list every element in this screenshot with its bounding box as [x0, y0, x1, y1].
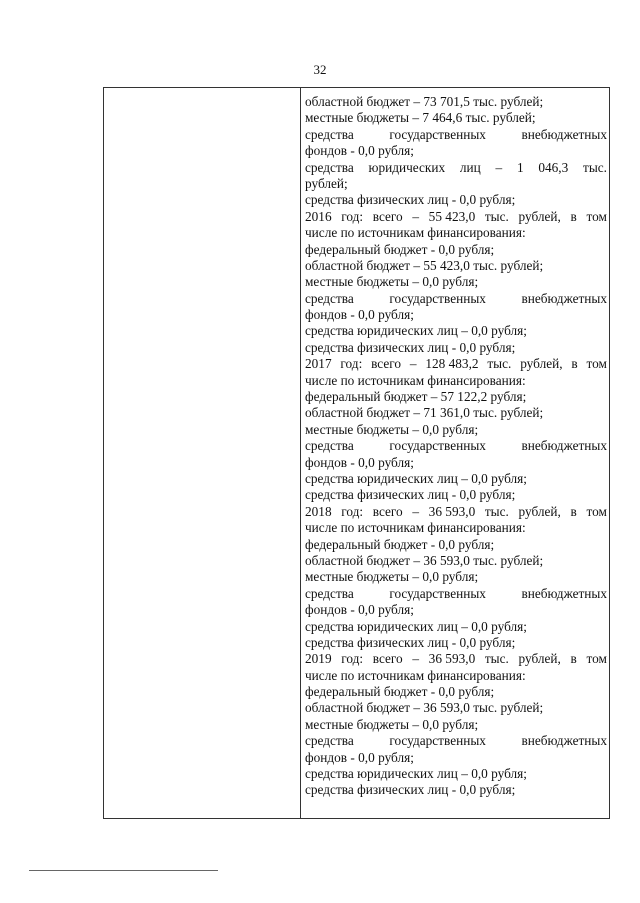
justified-word: всего	[371, 356, 402, 372]
text-line: местные бюджеты – 0,0 рубля;	[305, 274, 479, 290]
justified-word: тыс.	[484, 651, 509, 667]
text-line: средства физических лиц - 0,0 рубля;	[305, 634, 516, 650]
justified-word: всего	[372, 503, 403, 519]
justified-word: в	[570, 208, 577, 224]
column-divider	[300, 88, 301, 818]
justified-word: 36 593,0	[428, 503, 476, 519]
justified-word: год:	[340, 356, 363, 372]
justified-word: 36 593,0	[428, 651, 476, 667]
text-line: средства юридических лиц – 0,0 рубля;	[305, 323, 527, 339]
text-line: местные бюджеты – 0,0 рубля;	[305, 569, 479, 585]
text-line	[305, 733, 607, 749]
text-line: средства физических лиц - 0,0 рубля;	[305, 339, 516, 355]
text-line	[305, 291, 607, 307]
justified-word: рублей,	[518, 208, 561, 224]
justified-word: государственных	[389, 733, 486, 749]
text-line: федеральный бюджет – 57 122,2 рубля;	[305, 389, 527, 405]
text-line: числе по источникам финансирования:	[305, 520, 526, 536]
text-line: местные бюджеты – 7 464,6 тыс. рублей;	[305, 110, 536, 126]
text-line: средства физических лиц - 0,0 рубля;	[305, 782, 516, 798]
text-line: рублей;	[305, 175, 348, 191]
justified-word: 2017	[305, 356, 332, 372]
justified-word: год:	[341, 208, 364, 224]
justified-word: тыс.	[484, 208, 509, 224]
justified-word: средства	[305, 126, 354, 142]
text-line: фондов - 0,0 рубля;	[305, 143, 414, 159]
justified-word: внебюджетных	[521, 733, 607, 749]
justified-word: внебюджетных	[521, 290, 607, 306]
text-line: областной бюджет – 73 701,5 тыс. рублей;	[305, 94, 544, 109]
justified-word: средства	[305, 733, 354, 749]
justified-word: рублей,	[518, 503, 561, 519]
justified-word: тыс.	[484, 503, 509, 519]
text-line: фондов - 0,0 рубля;	[305, 454, 414, 470]
text-line: фондов - 0,0 рубля;	[305, 602, 414, 618]
justified-word: внебюджетных	[521, 438, 607, 454]
text-line: средства физических лиц - 0,0 рубля;	[305, 192, 516, 208]
justified-word: 2016	[305, 208, 332, 224]
justified-word: рублей,	[518, 651, 561, 667]
text-line: средства физических лиц - 0,0 рубля;	[305, 487, 516, 503]
text-line	[305, 356, 607, 372]
text-line: средства юридических лиц – 0,0 рубля;	[305, 470, 527, 486]
text-line: федеральный бюджет - 0,0 рубля;	[305, 536, 495, 552]
justified-word: внебюджетных	[521, 126, 607, 142]
justified-word: внебюджетных	[521, 585, 607, 601]
justified-word: 55 423,0	[428, 208, 476, 224]
justified-word: тыс.	[583, 159, 607, 175]
text-line: федеральный бюджет - 0,0 рубля;	[305, 241, 495, 257]
text-line: областной бюджет – 71 361,0 тыс. рублей;	[305, 405, 544, 421]
justified-word: тыс.	[487, 356, 512, 372]
justified-word: том	[586, 208, 607, 224]
justified-word: государственных	[389, 126, 486, 142]
text-line	[305, 209, 607, 225]
text-line: средства юридических лиц – 0,0 рубля;	[305, 618, 527, 634]
justified-word: 2019	[305, 651, 332, 667]
justified-word: год:	[341, 503, 364, 519]
text-line	[305, 504, 607, 520]
justified-word: том	[586, 651, 607, 667]
text-line: средства юридических лиц – 0,0 рубля;	[305, 766, 527, 782]
justified-word: год:	[341, 651, 364, 667]
justified-word: том	[586, 356, 607, 372]
text-line: местные бюджеты – 0,0 рубля;	[305, 716, 479, 732]
text-line: числе по источникам финансирования:	[305, 372, 526, 388]
justified-word: в	[571, 356, 578, 372]
justified-word: –	[409, 356, 417, 372]
justified-word: том	[586, 503, 607, 519]
text-line: местные бюджеты – 0,0 рубля;	[305, 421, 479, 437]
justified-word: государственных	[389, 438, 486, 454]
text-line	[305, 438, 607, 454]
justified-word: 046,3	[538, 159, 569, 175]
justified-word: всего	[372, 651, 403, 667]
justified-word: средства	[305, 438, 354, 454]
text-line: федеральный бюджет - 0,0 рубля;	[305, 684, 495, 700]
text-line	[305, 586, 607, 602]
justified-word: рублей,	[520, 356, 563, 372]
text-line: фондов - 0,0 рубля;	[305, 749, 414, 765]
justified-word: средства	[305, 585, 354, 601]
text-line	[305, 160, 607, 176]
justified-word: 128 483,2	[425, 356, 479, 372]
justified-word: –	[495, 159, 503, 175]
justified-word: юридических	[368, 159, 446, 175]
justified-word: –	[412, 651, 420, 667]
justified-word: –	[412, 503, 420, 519]
justified-word: всего	[372, 208, 403, 224]
justified-word: 2018	[305, 503, 332, 519]
text-line: областной бюджет – 36 593,0 тыс. рублей;	[305, 700, 544, 716]
text-line: числе по источникам финансирования:	[305, 225, 526, 241]
table-cell-left-empty	[104, 88, 300, 818]
justified-word: лиц	[459, 159, 481, 175]
text-line: областной бюджет – 55 423,0 тыс. рублей;	[305, 257, 544, 273]
justified-word: государственных	[389, 290, 486, 306]
table-cell-financing-text	[305, 94, 607, 799]
page-number: 32	[313, 62, 327, 77]
footer-rule	[29, 870, 218, 871]
justified-word: в	[570, 503, 577, 519]
justified-word: средства	[305, 290, 354, 306]
justified-word: –	[412, 208, 420, 224]
text-line: областной бюджет – 36 593,0 тыс. рублей;	[305, 552, 544, 568]
justified-word: средства	[305, 159, 354, 175]
text-line: фондов - 0,0 рубля;	[305, 307, 414, 323]
text-line	[305, 127, 607, 143]
text-line: числе по источникам финансирования:	[305, 667, 526, 683]
justified-word: 1	[516, 159, 524, 175]
justified-word: в	[570, 651, 577, 667]
justified-word: государственных	[389, 585, 486, 601]
text-line	[305, 651, 607, 667]
financing-table	[103, 87, 610, 819]
